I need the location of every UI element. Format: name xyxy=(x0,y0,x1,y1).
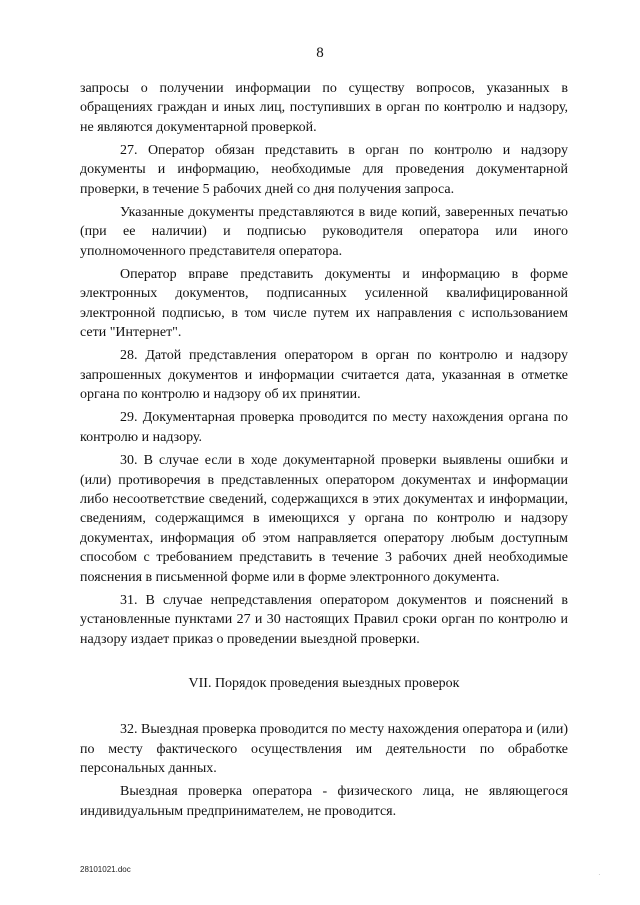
page-number: 8 xyxy=(316,45,324,61)
footer-filename: 28101021.doc xyxy=(80,865,131,874)
margin-mark: · xyxy=(598,870,601,879)
paragraph-continuation: запросы о получении информации по существу вопросов, указанных в обращениях граждан и иных лиц, поступивших в орган по контролю и надзору, не являются документарной проверкой. xyxy=(80,81,568,135)
paragraph-30: 30. В случае если в ходе документарной проверки выявлены ошибки и (или) противоречия в представленных оператором документах и информации либо несоответствие сведений, содержащихся в этих документах и информации, сведениям, содержащимся в имеющихся у органа по контролю и надзору документах, информация об этом направляется оператору любым доступным способом с требованием представить в течение 3 рабочих дней необходимые пояснения в письменной форме или в форме электронного документа. xyxy=(80,453,568,585)
paragraph-27: 27. Оператор обязан представить в орган по контролю и надзору документы и информацию, необходимые для проведения документарной проверки, в течение 5 рабочих дней со дня получения запроса. xyxy=(80,143,568,197)
paragraph-copies: Указанные документы представляются в виде копий, заверенных печатью (при ее наличии) и подписью руководителя оператора или иного уполномоченного представителя оператора. xyxy=(80,205,568,259)
paragraph-32: 32. Выездная проверка проводится по месту нахождения оператора и (или) по месту фактического осуществления им деятельности по обработке персональных данных. xyxy=(80,722,568,777)
paragraph-individual-operator: Выездная проверка оператора - физического лица, не являющегося индивидуальным предпринимателем, не проводится. xyxy=(80,784,568,819)
paragraph-28: 28. Датой представления оператором в орган по контролю и надзору запрошенных документов и информации считается дата, указанная в отметке органа по контролю и надзору об их принятии. xyxy=(80,348,568,403)
paragraph-29: 29. Документарная проверка проводится по месту нахождения органа по контролю и надзору. xyxy=(80,410,568,445)
paragraph-electronic-documents: Оператор вправе представить документы и информацию в форме электронных документов, подписанных усиленной квалифицированной электронной подписью, в том числе путем их направления с использованием сети "Интернет". xyxy=(80,267,568,341)
section-heading: VII. Порядок проведения выездных проверок xyxy=(188,675,460,691)
paragraph-31: 31. В случае непредставления оператором документов и пояснений в установленные пунктами 27 и 30 настоящих Правил сроки орган по контролю и надзору издает приказ о проведении выездной проверки. xyxy=(80,592,568,647)
document-body xyxy=(80,79,568,825)
